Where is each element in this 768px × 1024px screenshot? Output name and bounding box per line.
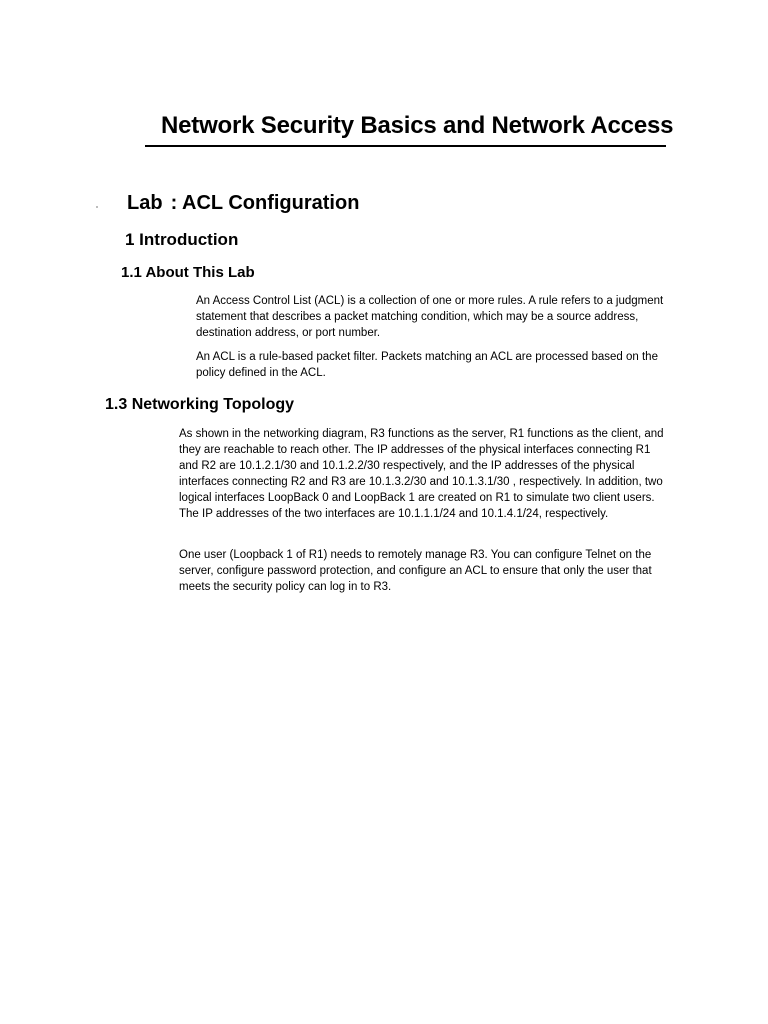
section-heading-networking-topology: 1.3 Networking Topology [105, 396, 295, 413]
lab-name: : ACL Configuration [170, 192, 360, 214]
about-paragraph-1: An Access Control List (ACL) is a collection of one or more rules. A rule refers to a judgment statement that describes a packet matching condition, which may be a source address, destination address, or port number. [196, 295, 664, 339]
subsection-heading-about-this-lab: 1.1 About This Lab [121, 264, 255, 281]
document-title: Network Security Basics and Network Access [161, 112, 674, 139]
lab-heading [127, 192, 359, 215]
stray-mark [96, 206, 98, 208]
lab-label: Lab [127, 192, 163, 214]
topology-paragraph-2: One user (Loopback 1 of R1) needs to remotely manage R3. You can configure Telnet on the server, configure password protection, and configure an ACL to ensure that only the user that meets the security policy can log in to R3. [179, 549, 652, 593]
section-heading-introduction: 1 Introduction [125, 230, 239, 249]
about-paragraph-2: An ACL is a rule-based packet filter. Packets matching an ACL are processed based on the policy defined in the ACL. [196, 351, 658, 379]
title-underline [145, 145, 666, 147]
topology-paragraph-1: As shown in the networking diagram, R3 functions as the server, R1 functions as the client, and they are reachable to reach other. The IP addresses of the physical interfaces connecting R1 and R2 are 10.1.2.1/30 and 10.1.2.2/30 respectively, and the IP addresses of the physical interfaces connecting R2 and R3 are 10.1.3.2/30 and 10.1.3.1/30 , respectively. In addition, two logical interfaces LoopBack 0 and LoopBack 1 are created on R1 to simulate two client users. The IP addresses of the two interfaces are 10.1.1.1/24 and 10.1.4.1/24, respectively. [179, 428, 664, 520]
